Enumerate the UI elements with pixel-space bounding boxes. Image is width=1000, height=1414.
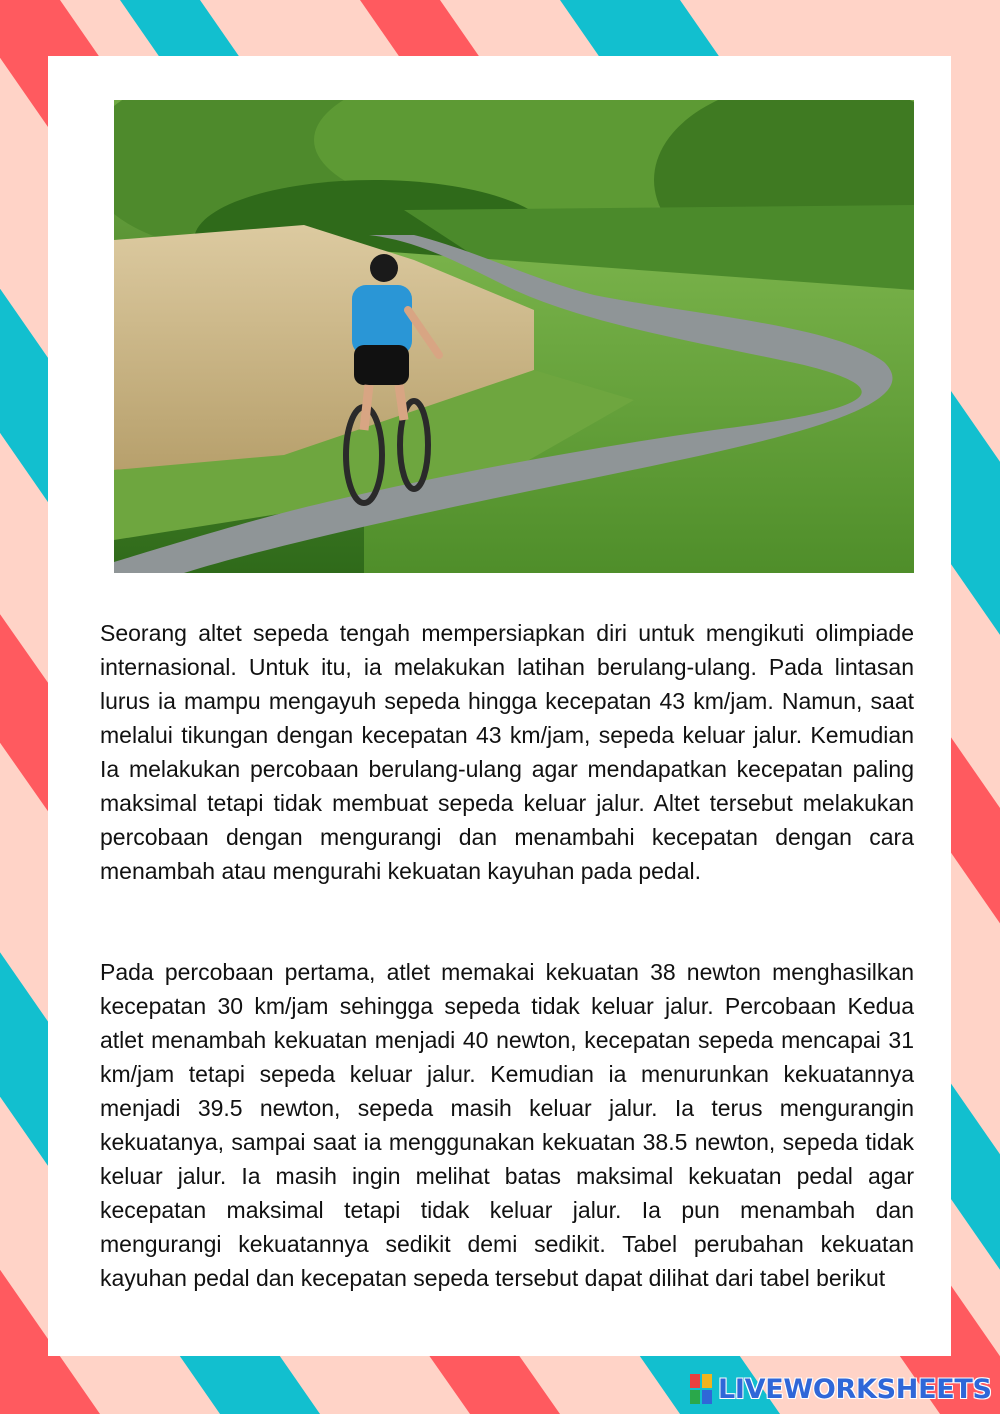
paragraph-intro: Seorang altet sepeda tengah mempersiapkan diri untuk mengikuti olimpiade internasional. Untuk itu, ia melakukan latihan berulang-ulang. Pada lintasan lurus ia mampu mengayuh sepeda hingga kecepatan 43 km/jam. Namun, saat melalui tikungan dengan kecepatan 43 km/jam, sepeda keluar jalur. Kemudian Ia melakukan percobaan berulang-ulang agar mendapatkan kecepatan paling maksimal tetapi tidak membuat sepeda keluar jalur. Altet tersebut melakukan percobaan dengan mengurangi dan menambahi kecepatan dengan cara menambah atau mengurahi kekuatan kayuhan pada pedal.	[100, 620, 914, 884]
cyclist-photo	[114, 100, 914, 573]
paragraph-experiment: Pada percobaan pertama, atlet memakai kekuatan 38 newton menghasilkan kecepatan 30 km/jam sehingga sepeda tidak keluar jalur. Percobaan Kedua atlet menambah kekuatan menjadi 40 newton, kecepatan sepeda mencapai 31 km/jam tetapi sepeda keluar jalur. Kemudian ia menurunkan kekuatannya menjadi 39.5 newton, sepeda masih keluar jalur. Ia terus mengurangin kekuatanya, sampai saat ia menggunakan kekuatan 38.5 newton, sepeda tidak keluar jalur. Ia masih ingin melihat batas maksimal kekuatan pedal agar kecepatan maksimal tetapi tidak keluar jalur. Ia pun menambah dan mengurangi kekuatannya sedikit demi sedikit. Tabel perubahan kekuatan kayuhan pedal dan kecepatan sepeda tersebut dapat dilihat dari tabel berikut	[100, 959, 914, 1291]
liveworksheets-logo	[690, 1372, 992, 1406]
liveworksheets-wordmark: LIVEWORKSHEETS	[718, 1373, 992, 1405]
liveworksheets-mark-icon	[690, 1374, 712, 1404]
worksheet-card	[48, 56, 951, 1356]
